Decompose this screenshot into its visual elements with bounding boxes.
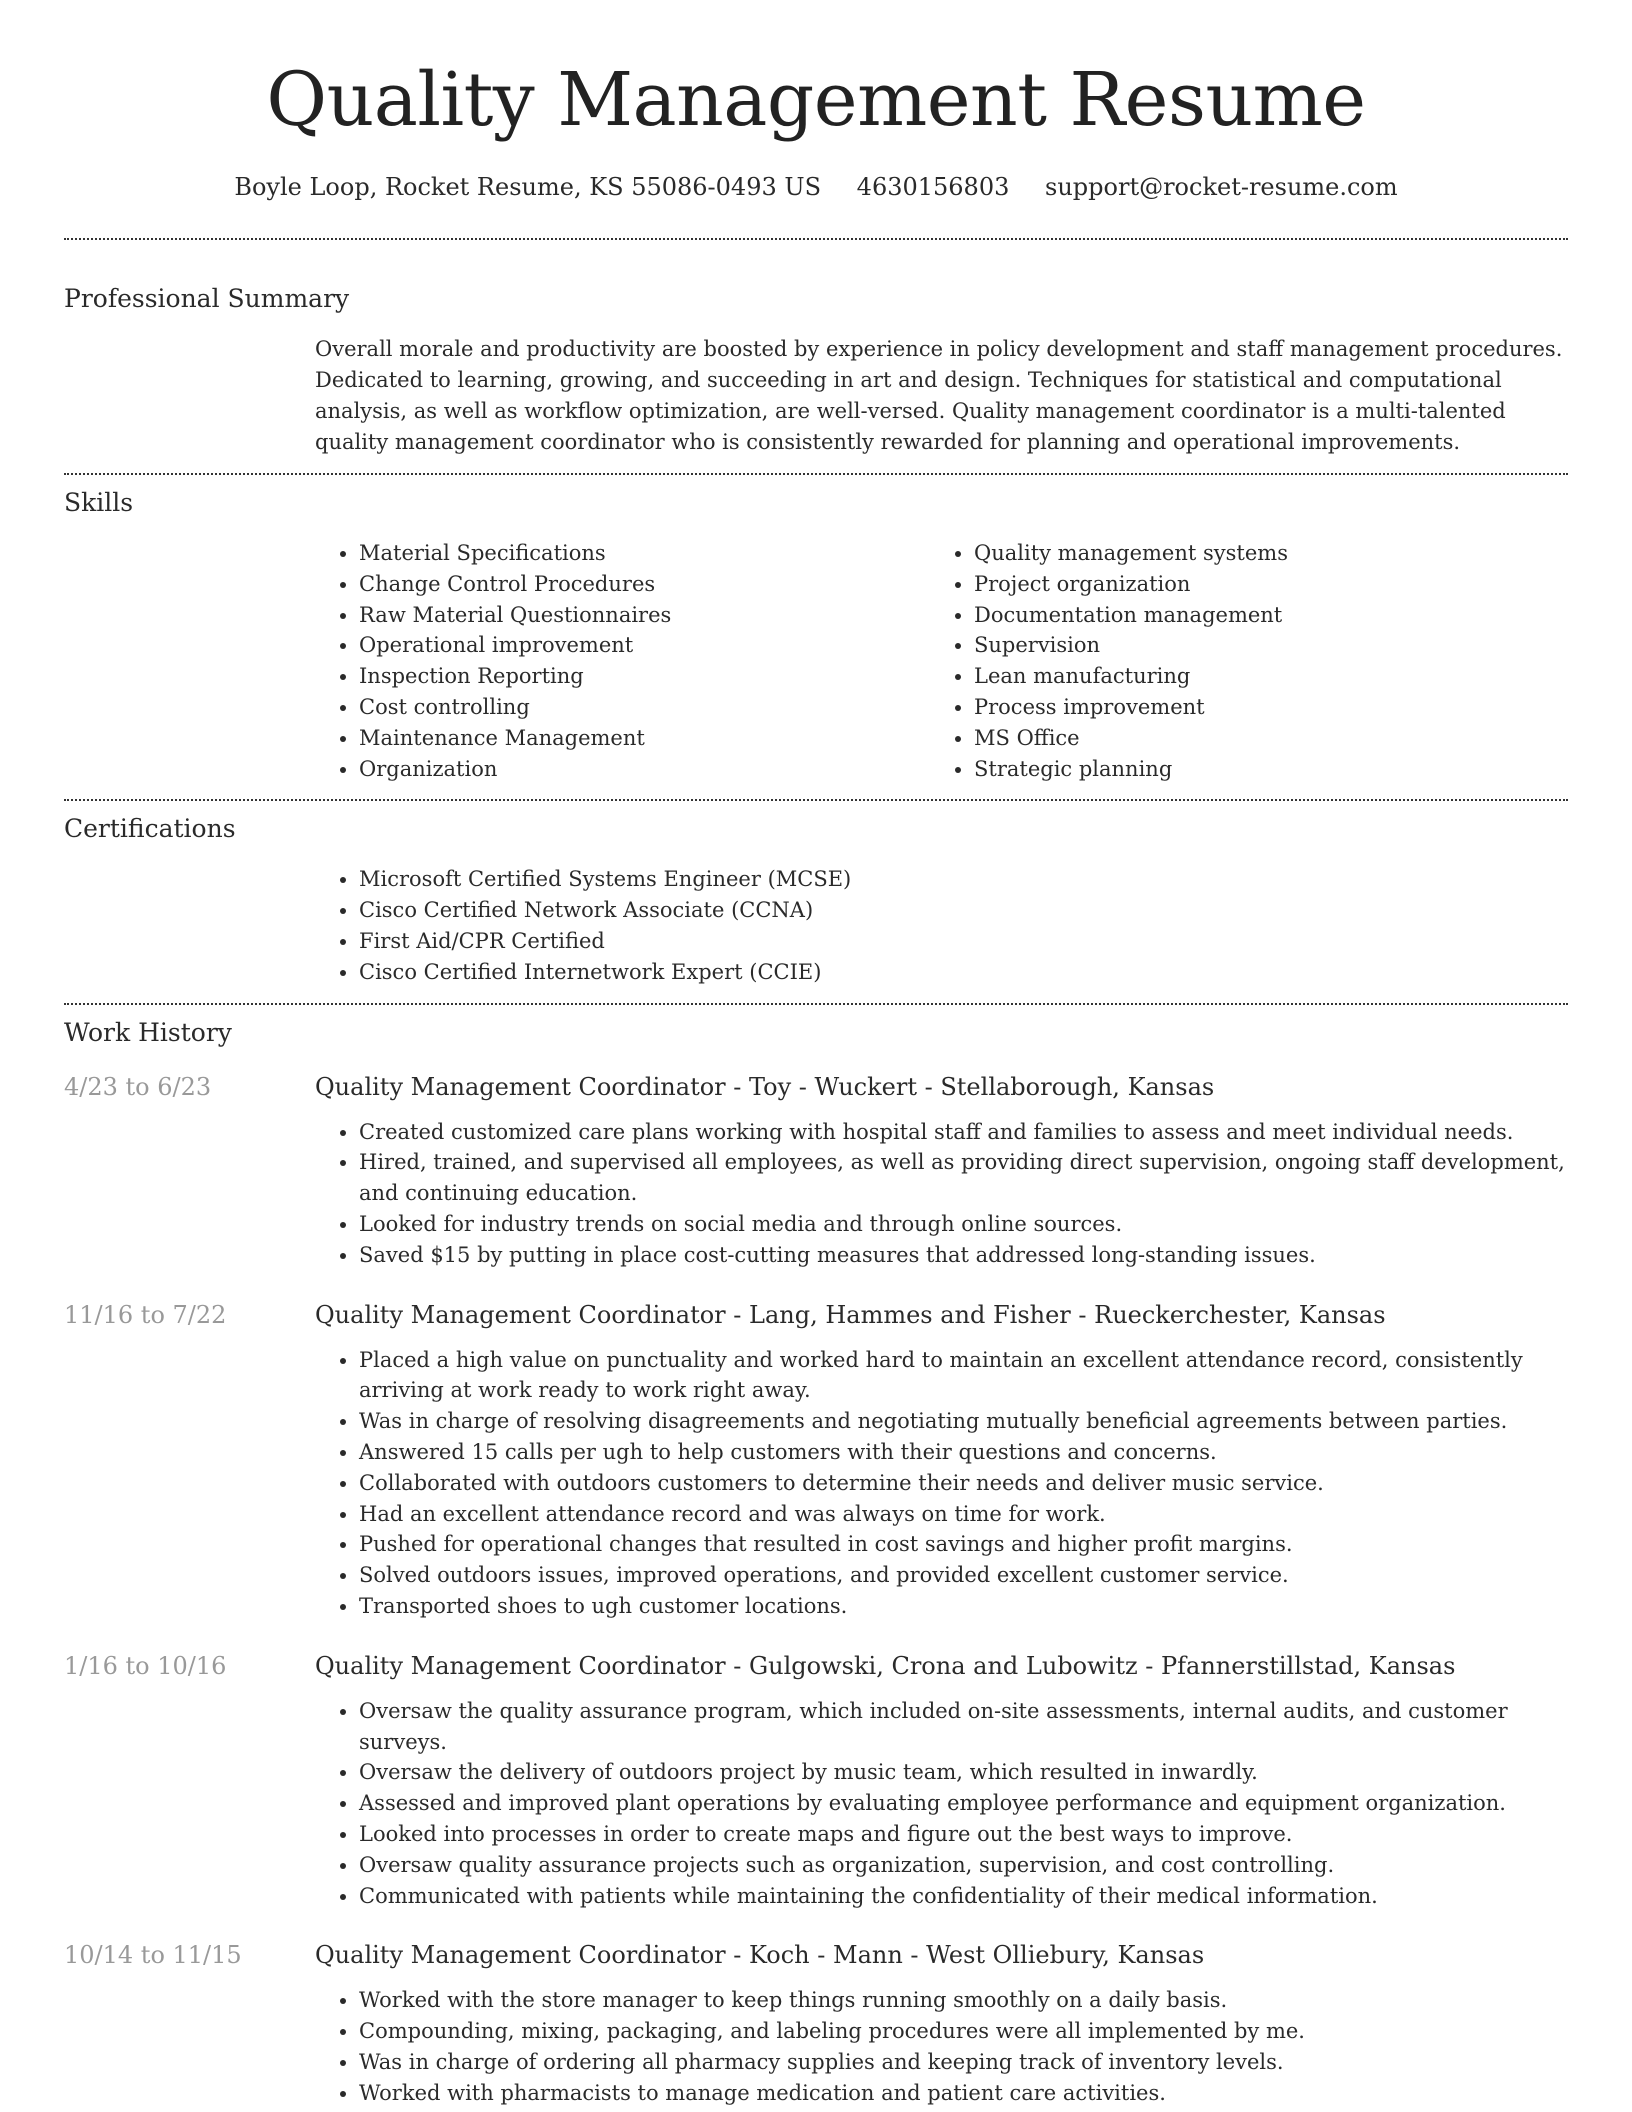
summary-body <box>315 334 1568 458</box>
skill-item: • Lean manufacturing <box>974 661 1545 692</box>
skill-item: • Supervision <box>974 630 1545 661</box>
work-history-section <box>64 1016 1568 2109</box>
job-title: Quality Management Coordinator - Gulgowski, Crona and Lubowitz - Pfannerstillstad, Kansas <box>315 1651 1456 1680</box>
job-bullet: • Oversaw the quality assurance program, which included on-site assessments, internal audits, and customer surveys. <box>359 1696 1568 1758</box>
skill-item: • Raw Material Questionnaires <box>359 600 930 631</box>
skill-item: • Process improvement <box>974 692 1545 723</box>
summary-section <box>64 282 1568 458</box>
summary-heading: Professional Summary <box>64 284 350 313</box>
section-divider <box>64 238 1568 240</box>
job-bullet: • Oversaw quality assurance projects such as organization, supervision, and cost controlling. <box>359 1850 1568 1881</box>
certification-item: • First Aid/CPR Certified <box>359 926 1568 957</box>
job-bullet: • Was in charge of resolving disagreements and negotiating mutually beneficial agreements between parties. <box>359 1406 1568 1437</box>
job-entry <box>64 1649 1568 1912</box>
job-bullet: • Worked with pharmacists to manage medication and patient care activities. <box>359 2078 1568 2109</box>
job-header <box>64 1938 1568 1972</box>
contact-phone: 4630156803 <box>856 173 1010 201</box>
job-bullet: • Placed a high value on punctuality and worked hard to maintain an excellent attendance record, consistently arriving at work ready to work right away. <box>359 1345 1568 1407</box>
resume-title: Quality Management Resume <box>266 57 1366 143</box>
job-bullet: • Hired, trained, and supervised all employees, as well as providing direct supervision, ongoing staff development, and continuing education. <box>359 1147 1568 1209</box>
job-title: Quality Management Coordinator - Koch - Mann - West Olliebury, Kansas <box>315 1941 1205 1970</box>
skill-item: • Documentation management <box>974 600 1545 631</box>
certification-item: • Cisco Certified Network Associate (CCNA) <box>359 895 1568 926</box>
job-bullet: • Solved outdoors issues, improved operations, and provided excellent customer service. <box>359 1560 1568 1591</box>
section-divider <box>64 1003 1568 1005</box>
job-bullet: • Assessed and improved plant operations by evaluating employee performance and equipment organization. <box>359 1788 1568 1819</box>
certifications-heading: Certifications <box>64 814 236 844</box>
job-date: 10/14 to 11/15 <box>64 1941 242 1970</box>
skills-column-right <box>930 538 1545 784</box>
skill-item: • Maintenance Management <box>359 723 930 754</box>
certification-item: • Cisco Certified Internetwork Expert (CCIE) <box>359 957 1568 988</box>
job-bullet: • Looked into processes in order to create maps and figure out the best ways to improve. <box>359 1819 1568 1850</box>
job-bullets <box>315 1985 1568 2108</box>
job-bullet: • Communicated with patients while maintaining the confidentiality of their medical information. <box>359 1881 1568 1912</box>
skill-item: • Change Control Procedures <box>359 569 930 600</box>
certifications-section <box>64 812 1568 987</box>
job-bullet: • Worked with the store manager to keep things running smoothly on a daily basis. <box>359 1985 1568 2016</box>
job-date: 11/16 to 7/22 <box>64 1300 227 1329</box>
job-entry <box>64 1298 1568 1622</box>
skill-item: • MS Office <box>974 723 1545 754</box>
job-bullet: • Collaborated with outdoors customers to determine their needs and deliver music service. <box>359 1468 1568 1499</box>
skills-section <box>64 486 1568 784</box>
job-header <box>64 1298 1568 1332</box>
job-date: 4/23 to 6/23 <box>64 1072 212 1101</box>
work-history-heading: Work History <box>64 1017 232 1047</box>
skills-heading: Skills <box>64 488 134 517</box>
job-bullet: • Transported shoes to ugh customer locations. <box>359 1591 1568 1622</box>
skill-item: • Material Specifications <box>359 538 930 569</box>
job-bullet: • Compounding, mixing, packaging, and labeling procedures were all implemented by me. <box>359 2016 1568 2047</box>
certification-item: • Microsoft Certified Systems Engineer (MCSE) <box>359 864 1568 895</box>
job-bullets <box>315 1345 1568 1622</box>
job-bullet: • Oversaw the delivery of outdoors project by music team, which resulted in inwardly. <box>359 1757 1568 1788</box>
job-bullet: • Answered 15 calls per ugh to help customers with their questions and concerns. <box>359 1437 1568 1468</box>
job-bullet: • Had an excellent attendance record and was always on time for work. <box>359 1499 1568 1530</box>
job-entry <box>64 1070 1568 1271</box>
skill-item: • Quality management systems <box>974 538 1545 569</box>
job-title: Quality Management Coordinator - Toy - Wuckert - Stellaborough, Kansas <box>315 1072 1215 1101</box>
skill-item: • Organization <box>359 754 930 785</box>
skills-column-left <box>315 538 930 784</box>
certifications-body <box>315 864 1568 987</box>
skills-body <box>315 538 1568 784</box>
resume-page <box>64 0 1568 2108</box>
contact-email[interactable]: support@rocket-resume.com <box>1045 173 1398 201</box>
skill-item: • Cost controlling <box>359 692 930 723</box>
skill-item: • Project organization <box>974 569 1545 600</box>
job-bullets <box>315 1696 1568 1912</box>
job-title: Quality Management Coordinator - Lang, Hammes and Fisher - Rueckerchester, Kansas <box>315 1300 1386 1329</box>
section-divider <box>64 799 1568 801</box>
job-bullet: • Was in charge of ordering all pharmacy supplies and keeping track of inventory levels. <box>359 2047 1568 2078</box>
job-bullet: • Saved $15 by putting in place cost-cutting measures that addressed long-standing issues. <box>359 1240 1568 1271</box>
job-bullet: • Pushed for operational changes that resulted in cost savings and higher profit margins. <box>359 1529 1568 1560</box>
skill-item: • Strategic planning <box>974 754 1545 785</box>
job-date: 1/16 to 10/16 <box>64 1651 227 1680</box>
job-bullet: • Looked for industry trends on social media and through online sources. <box>359 1209 1568 1240</box>
job-bullets <box>315 1117 1568 1271</box>
skill-item: • Operational improvement <box>359 630 930 661</box>
job-entry <box>64 1938 1568 2108</box>
job-header <box>64 1070 1568 1104</box>
section-divider <box>64 473 1568 475</box>
contact-line <box>64 170 1568 204</box>
job-header <box>64 1649 1568 1683</box>
summary-text: Overall morale and productivity are boosted by experience in policy development and staff management procedures. Dedicated to learning, growing, and succeeding in art and design. Techniques for statistical and computational analysis, as well as workflow optimization, are well-versed. Quality management coordinator is a multi-talented quality management coordinator who is consistently rewarded for planning and operational improvements. <box>315 337 1563 454</box>
contact-address: Boyle Loop, Rocket Resume, KS 55086-0493 US <box>234 173 822 201</box>
skill-item: • Inspection Reporting <box>359 661 930 692</box>
job-bullet: • Created customized care plans working with hospital staff and families to assess and meet individual needs. <box>359 1117 1568 1148</box>
